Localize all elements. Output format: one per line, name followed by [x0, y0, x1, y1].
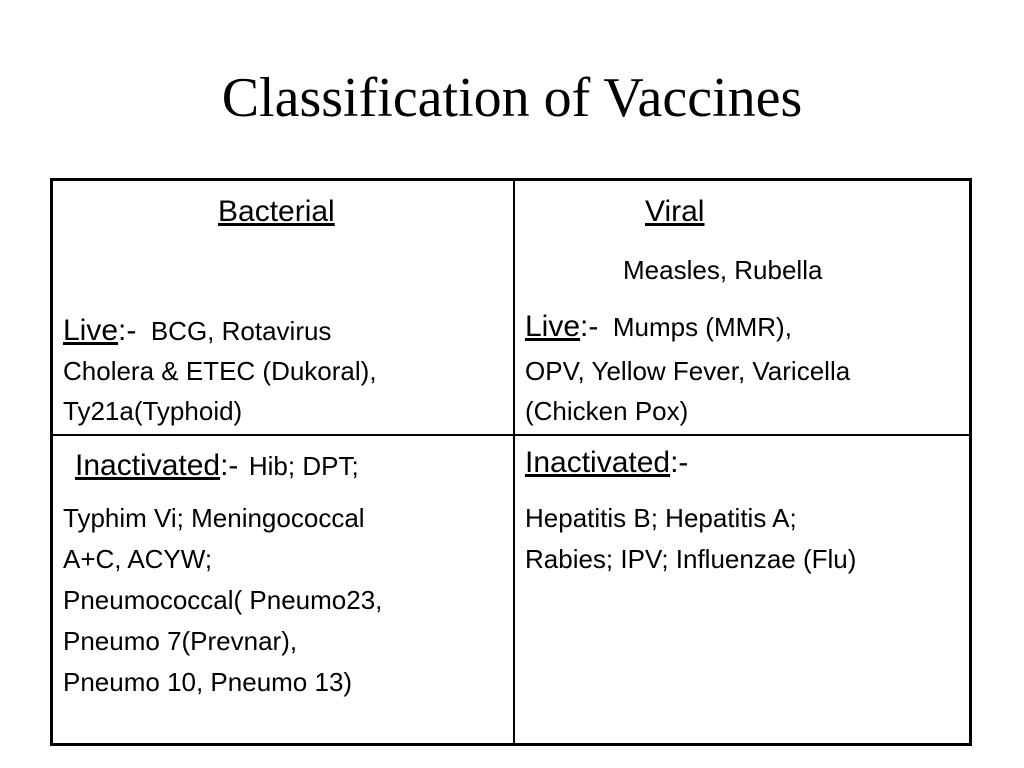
viral-live-items-line3: (Chicken Pox) — [525, 396, 689, 426]
bacterial-heading: Bacterial — [218, 195, 335, 228]
list-item: Pneumococcal( Pneumo23, — [63, 585, 383, 615]
bacterial-live-line — [63, 311, 331, 351]
list-item: Pneumo 7(Prevnar), — [63, 626, 298, 656]
bacterial-live-separator: :- — [118, 314, 137, 347]
list-item: Rabies; IPV; Influenzae (Flu) — [525, 544, 857, 574]
viral-live-cell — [515, 181, 969, 436]
bacterial-inactivated-line — [75, 446, 359, 486]
viral-live-separator: :- — [580, 310, 599, 343]
bacterial-live-items-line2: Cholera & ETEC (Dukoral), — [63, 356, 377, 386]
list-item: A+C, ACYW; — [63, 544, 213, 574]
list-item: Pneumo 10, Pneumo 13) — [63, 667, 353, 697]
bacterial-inactivated-label: Inactivated — [75, 449, 221, 482]
viral-inactivated-label: Inactivated — [525, 446, 671, 479]
viral-inactivated-line — [525, 446, 688, 480]
bacterial-live-cell — [53, 181, 515, 436]
bacterial-live-items-line3: Ty21a(Typhoid) — [63, 396, 243, 426]
bacterial-inactivated-list — [63, 498, 382, 703]
bacterial-inactivated-cell — [53, 436, 515, 743]
viral-live-items-line2: OPV, Yellow Fever, Varicella — [525, 356, 851, 386]
viral-live-label: Live — [525, 310, 581, 343]
viral-live-top-line: Measles, Rubella — [623, 255, 823, 285]
viral-inactivated-cell — [515, 436, 969, 743]
list-item: Typhim Vi; Meningococcal — [63, 503, 365, 533]
viral-live-items-line1: Mumps (MMR), — [612, 312, 792, 342]
bacterial-live-label: Live — [63, 314, 119, 347]
viral-live-line — [525, 307, 792, 347]
viral-heading: Viral — [645, 195, 705, 228]
bacterial-inactivated-inline-items: Hib; DPT; — [248, 451, 359, 481]
viral-inactivated-list — [525, 498, 856, 580]
bacterial-inactivated-separator: :- — [220, 449, 239, 482]
viral-inactivated-separator: :- — [670, 446, 689, 479]
list-item: Hepatitis B; Hepatitis A; — [525, 503, 797, 533]
vaccine-classification-table — [50, 178, 972, 746]
bacterial-live-items-line1: BCG, Rotavirus — [150, 316, 332, 346]
page-title: Classification of Vaccines — [221, 67, 803, 129]
